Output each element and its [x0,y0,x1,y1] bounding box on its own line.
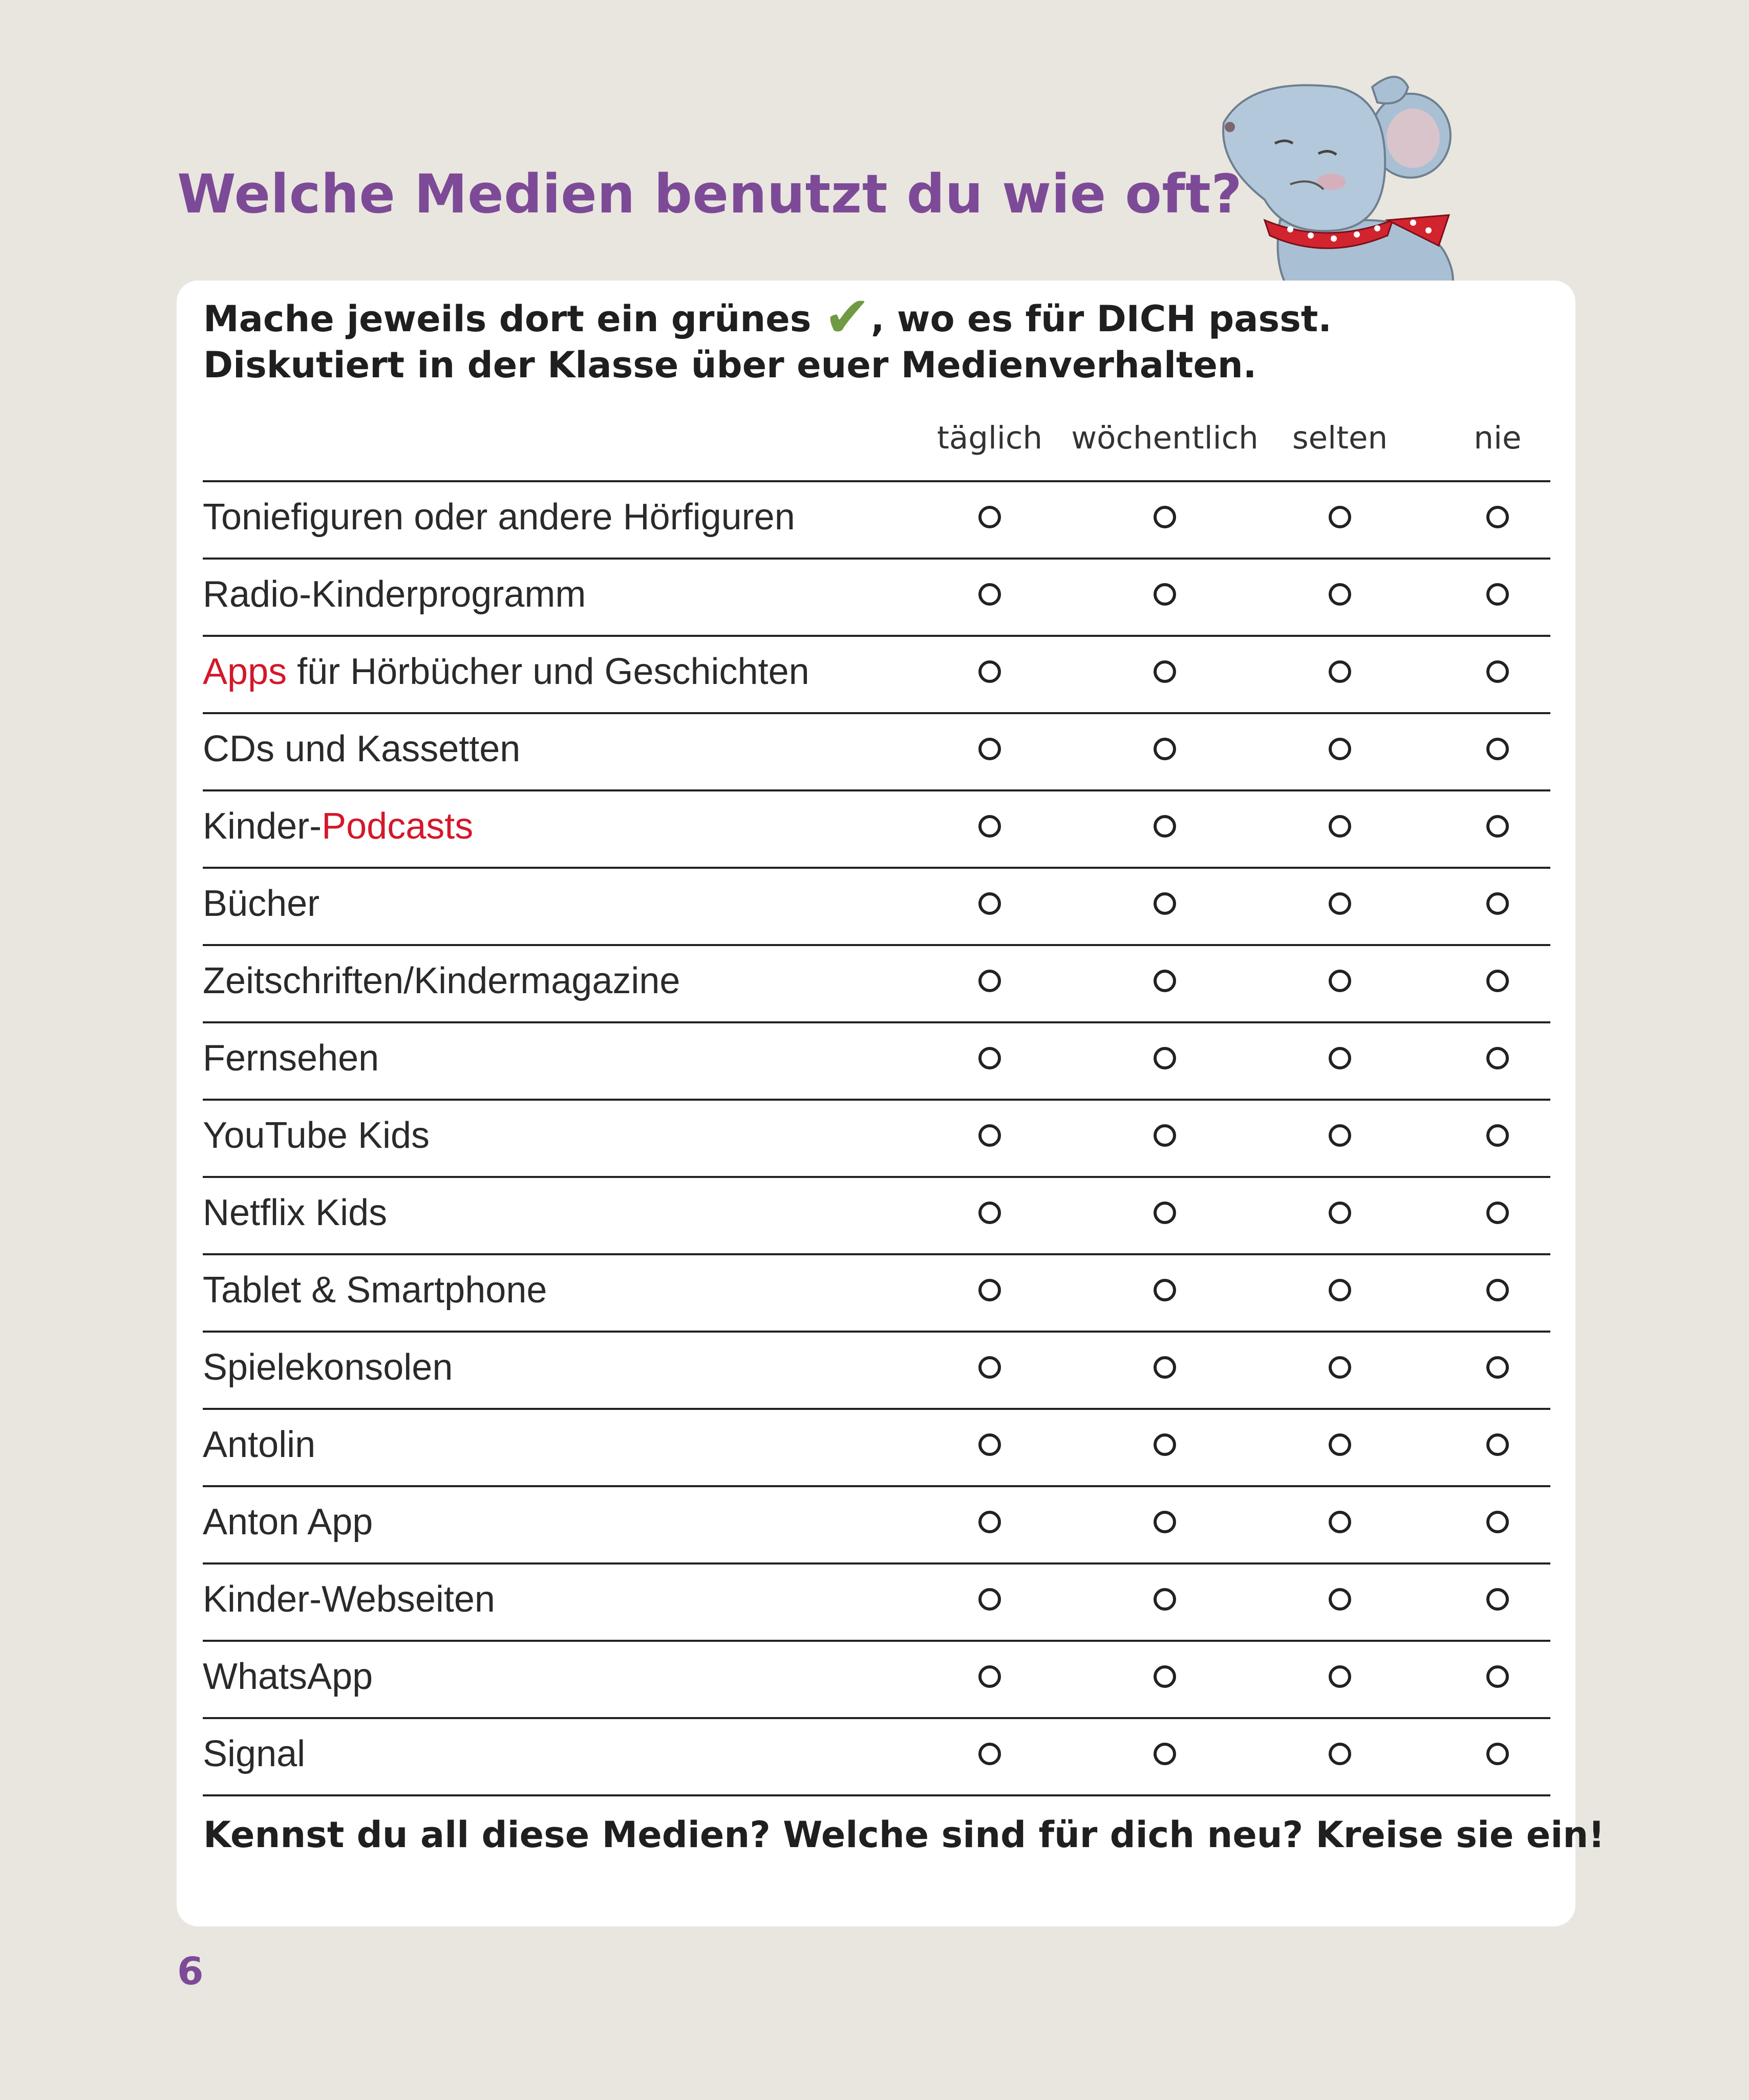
radio-nie[interactable] [1486,1511,1509,1533]
column-header-woechentlich: wöchentlich [1071,420,1259,456]
media-frequency-table [203,480,1550,1796]
radio-nie[interactable] [1486,583,1509,606]
row-label: Fernsehen [203,1038,379,1079]
radio-selten[interactable] [1329,815,1351,838]
radio-selten[interactable] [1329,1433,1351,1456]
radio-nie[interactable] [1486,1665,1509,1688]
row-label: Bücher [203,883,320,924]
table-row [203,1176,1550,1253]
radio-nie[interactable] [1486,1356,1509,1379]
row-label: Zeitschriften/Kindermagazine [203,960,680,1001]
radio-taeglich[interactable] [978,1202,1001,1224]
row-label: Netflix Kids [203,1192,388,1233]
radio-nie[interactable] [1486,1202,1509,1224]
radio-taeglich[interactable] [978,1047,1001,1069]
radio-woechentlich[interactable] [1154,1047,1176,1069]
radio-selten[interactable] [1329,892,1351,915]
radio-nie[interactable] [1486,1743,1509,1765]
row-label: YouTube Kids [203,1115,430,1156]
radio-selten[interactable] [1329,970,1351,992]
radio-taeglich[interactable] [978,506,1001,528]
radio-woechentlich[interactable] [1154,1433,1176,1456]
instruction-text-before: Mache jeweils dort ein grünes [203,298,812,340]
table-row [203,944,1550,1021]
radio-taeglich[interactable] [978,1279,1001,1301]
radio-woechentlich[interactable] [1154,738,1176,760]
row-label-highlight: Podcasts [322,806,474,847]
table-row [203,867,1550,944]
table-row [203,558,1550,635]
page-number: 6 [177,1949,204,1994]
radio-nie[interactable] [1486,1047,1509,1069]
row-label: Kinder-Webseiten [203,1579,495,1620]
radio-selten[interactable] [1329,1202,1351,1224]
radio-taeglich[interactable] [978,1124,1001,1147]
radio-nie[interactable] [1486,1588,1509,1611]
row-label [203,651,809,693]
radio-taeglich[interactable] [978,815,1001,838]
radio-nie[interactable] [1486,506,1509,528]
table-row [203,635,1550,712]
radio-selten[interactable] [1329,1356,1351,1379]
radio-taeglich[interactable] [978,1665,1001,1688]
radio-woechentlich[interactable] [1154,1665,1176,1688]
radio-selten[interactable] [1329,660,1351,683]
radio-nie[interactable] [1486,815,1509,838]
column-header-selten: selten [1292,420,1388,456]
instruction-text-after: , wo es für DICH passt. [870,298,1332,340]
row-label-highlight: Apps [203,651,287,692]
radio-selten[interactable] [1329,1279,1351,1301]
radio-taeglich[interactable] [978,583,1001,606]
radio-woechentlich[interactable] [1154,1279,1176,1301]
radio-selten[interactable] [1329,583,1351,606]
radio-taeglich[interactable] [978,1356,1001,1379]
row-label: Toniefiguren oder andere Hörfiguren [203,497,795,538]
worksheet-card [177,281,1605,1926]
radio-woechentlich[interactable] [1154,1356,1176,1379]
radio-taeglich[interactable] [978,660,1001,683]
row-label: Tablet & Smartphone [203,1270,547,1311]
table-row [203,1253,1550,1331]
radio-taeglich[interactable] [978,1511,1001,1533]
radio-nie[interactable] [1486,1279,1509,1301]
radio-selten[interactable] [1329,1665,1351,1688]
row-label: Radio-Kinderprogramm [203,574,586,615]
table-row [203,1717,1550,1796]
radio-nie[interactable] [1486,892,1509,915]
radio-selten[interactable] [1329,506,1351,528]
table-row [203,1485,1550,1562]
row-label: Signal [203,1733,306,1774]
radio-woechentlich[interactable] [1154,1511,1176,1533]
row-label: Anton App [203,1502,373,1542]
column-header-taeglich: täglich [936,420,1043,456]
radio-nie[interactable] [1486,1433,1509,1456]
radio-woechentlich[interactable] [1154,1202,1176,1224]
radio-taeglich[interactable] [978,892,1001,915]
radio-woechentlich[interactable] [1154,815,1176,838]
radio-woechentlich[interactable] [1154,583,1176,606]
table-row [203,1640,1550,1717]
check-icon: ✔ [823,284,871,350]
radio-woechentlich[interactable] [1154,506,1176,528]
row-label: CDs und Kassetten [203,728,521,769]
column-header-nie: nie [1474,420,1522,456]
radio-woechentlich[interactable] [1154,660,1176,683]
instructions [203,284,1432,388]
instruction-line-2: Diskutiert in der Klasse über euer Medienverhalten. [203,344,1257,386]
radio-selten[interactable] [1329,1511,1351,1533]
radio-taeglich[interactable] [978,970,1001,992]
radio-nie[interactable] [1486,660,1509,683]
radio-woechentlich[interactable] [1154,1743,1176,1765]
radio-taeglich[interactable] [978,738,1001,760]
instruction-line-1 [203,284,1432,350]
table-row [203,1331,1550,1408]
row-label [203,805,473,847]
radio-nie[interactable] [1486,738,1509,760]
radio-woechentlich[interactable] [1154,892,1176,915]
row-label: WhatsApp [203,1656,373,1697]
table-row [203,789,1550,867]
page-title: Welche Medien benutzt du wie oft? [177,163,1243,225]
table-row [203,1408,1550,1485]
radio-taeglich[interactable] [978,1588,1001,1611]
radio-nie[interactable] [1486,970,1509,992]
radio-taeglich[interactable] [978,1743,1001,1765]
radio-selten[interactable] [1329,1588,1351,1611]
radio-nie[interactable] [1486,1124,1509,1147]
row-label-text: für Hörbücher und Geschichten [287,651,809,692]
radio-woechentlich[interactable] [1154,1124,1176,1147]
table-row [203,712,1550,789]
table-row [203,480,1550,558]
table-row [203,1562,1550,1640]
row-label-text: Kinder- [203,806,322,847]
radio-selten[interactable] [1329,738,1351,760]
table-row [203,1021,1550,1099]
radio-selten[interactable] [1329,1743,1351,1765]
footer-question: Kennst du all diese Medien? Welche sind für dich neu? Kreise sie ein! [203,1814,1605,1856]
radio-selten[interactable] [1329,1047,1351,1069]
radio-woechentlich[interactable] [1154,1588,1176,1611]
row-label: Spielekonsolen [203,1347,453,1388]
table-row [203,1099,1550,1176]
radio-woechentlich[interactable] [1154,970,1176,992]
row-label: Antolin [203,1424,316,1465]
radio-taeglich[interactable] [978,1433,1001,1456]
radio-selten[interactable] [1329,1124,1351,1147]
